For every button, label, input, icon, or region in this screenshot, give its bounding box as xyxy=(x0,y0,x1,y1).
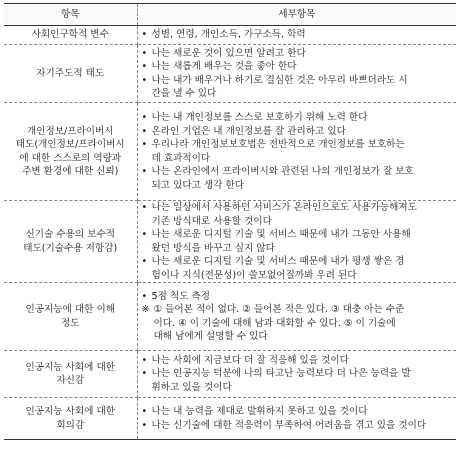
category-line: 인공지능 사회에 대한 xyxy=(25,406,115,417)
category-line: 에 대한 스스로의 역량과 xyxy=(19,152,122,164)
detail-line: 되고 있다고 생각 한다 xyxy=(151,179,245,191)
bullet-icon: • xyxy=(141,406,148,417)
detail-item xyxy=(142,405,454,419)
table-row xyxy=(4,351,456,398)
note-line: ① 들어본 적이 없다. ② 들어본 적은 있다. ③ 대충 아는 수준 xyxy=(153,304,405,315)
row-detail xyxy=(137,45,456,103)
category-line: 회의감 xyxy=(56,419,85,431)
detail-line: 나는 새로운 것이 있으면 알려고 한다 xyxy=(151,47,306,59)
category-line: 태도(개인정보/프라이버시 xyxy=(15,139,125,150)
category-line: 신기술 수용의 보수적 xyxy=(25,229,115,240)
detail-item-text xyxy=(152,111,454,125)
row-detail xyxy=(137,283,456,351)
detail-line: 나는 새롭게 배우는 것을 좋아 한다 xyxy=(151,61,297,72)
bullet-icon: • xyxy=(141,29,148,41)
table-row xyxy=(4,398,456,440)
survey-items-table xyxy=(4,3,456,440)
row-detail xyxy=(137,351,456,398)
detail-item xyxy=(142,354,454,368)
detail-item xyxy=(142,228,454,255)
detail-line: 나는 내 능력을 제대로 발휘하지 못하고 있을 것이다 xyxy=(151,406,368,417)
row-category xyxy=(4,201,137,283)
detail-line: 나는 신기술에 대한 적응력이 부족하여 어려움을 겪고 있을 것이다 xyxy=(151,419,427,431)
detail-item-text xyxy=(152,165,454,192)
detail-item xyxy=(142,138,454,165)
bullet-icon: • xyxy=(141,139,148,150)
table-row xyxy=(4,26,456,45)
category-line: 사회인구학적 변수 xyxy=(31,29,109,41)
detail-line: 왔던 방식을 바꾸고 싶지 않다 xyxy=(151,242,275,254)
detail-line: 간을 낼 수 있다 xyxy=(151,88,217,99)
row-detail xyxy=(137,103,456,201)
bullet-icon: • xyxy=(141,74,148,86)
detail-line: 나는 온라인에서 프라이버시와 관련된 나의 개인정보가 잘 보호 xyxy=(151,166,414,177)
detail-line: 나는 새로운 디지털 기술 및 서비스 때문에 내가 그동안 사용해 xyxy=(151,229,411,240)
bullet-icon: • xyxy=(141,368,148,380)
survey-items-table-container xyxy=(4,3,456,440)
detail-line: 성별, 연령, 개인소득, 가구소득, 학력 xyxy=(151,29,306,41)
row-category xyxy=(4,103,137,201)
detail-item xyxy=(142,367,454,394)
detail-item xyxy=(142,28,454,42)
detail-item xyxy=(142,165,454,192)
row-detail xyxy=(137,26,456,45)
detail-item-text xyxy=(152,290,454,304)
detail-item xyxy=(142,47,454,61)
detail-line: 우리나라 개인정보보호법은 전반적으로 개인정보를 보호하는 xyxy=(151,139,405,150)
detail-item-text xyxy=(152,419,454,433)
table-row xyxy=(4,45,456,103)
bullet-icon: • xyxy=(141,419,148,431)
detail-item-text xyxy=(152,125,454,139)
header-category: 항목 xyxy=(4,4,137,26)
detail-item-text xyxy=(152,354,454,368)
detail-line: 5점 척도 측정 xyxy=(151,290,211,302)
detail-item xyxy=(142,60,454,74)
category-line: 태도(기술수용 저항감) xyxy=(23,242,118,254)
detail-item xyxy=(142,111,454,125)
detail-item-text xyxy=(152,405,454,419)
bullet-icon: • xyxy=(141,47,148,59)
bullet-icon: • xyxy=(141,354,148,366)
detail-item-text xyxy=(152,60,454,74)
bullet-icon: • xyxy=(141,229,148,240)
detail-item xyxy=(142,125,454,139)
table-row xyxy=(4,283,456,351)
table-header-row xyxy=(4,4,456,26)
note-line: 이다. ④ 이 기술에 대해 남과 대화할 수 있다. ⑤ 이 기술에 xyxy=(153,317,396,329)
row-category xyxy=(4,351,137,398)
detail-line: 휘하고 있을 것이다 xyxy=(151,381,232,393)
detail-line: 나는 새로운 디지털 기술 및 서비스 때문에 내가 평생 쌓은 경 xyxy=(151,256,405,267)
category-line: 인공지능에 대한 이해 xyxy=(25,304,115,315)
header-detail: 세부항목 xyxy=(137,4,456,26)
category-line: 주변 환경에 대한 신뢰) xyxy=(22,166,119,177)
row-detail xyxy=(137,398,456,440)
bullet-icon: • xyxy=(141,166,148,177)
detail-item xyxy=(142,419,454,433)
detail-item-text xyxy=(152,228,454,255)
bullet-icon: • xyxy=(141,290,148,302)
detail-item-text xyxy=(152,47,454,61)
category-line: 자신감 xyxy=(56,375,85,386)
detail-line: 나는 내가 배우거나 하기로 결심한 것은 아무리 바쁘더라도 시 xyxy=(151,74,408,86)
table-row xyxy=(4,201,456,283)
scale-note-text xyxy=(154,303,454,344)
row-category xyxy=(4,26,137,45)
reference-mark-icon: ※ xyxy=(141,304,150,315)
category-line: 자기주도적 태도 xyxy=(36,67,105,79)
table-body xyxy=(4,26,456,440)
detail-item xyxy=(142,74,454,101)
detail-line: 험이나 지식(전문성)이 쓸모없어질까봐 우려 된다 xyxy=(151,269,357,281)
detail-item xyxy=(142,255,454,282)
detail-line: 기존 방식대로 사용할 것이다 xyxy=(151,215,272,227)
detail-item-text xyxy=(152,367,454,394)
scale-note xyxy=(142,303,454,344)
detail-item-text xyxy=(152,28,454,42)
detail-line: 나는 인공지능 덕분에 나의 타고난 능력보다 더 나은 능력을 발 xyxy=(151,368,411,380)
detail-item xyxy=(142,201,454,228)
bullet-icon: • xyxy=(141,125,148,137)
category-line: 개인정보/프라이버시 xyxy=(26,125,114,137)
table-row xyxy=(4,103,456,201)
bullet-icon: • xyxy=(141,256,148,267)
note-line: 대해 남에게 설명할 수 있다 xyxy=(153,331,268,342)
category-line: 정도 xyxy=(60,317,80,329)
row-detail xyxy=(137,201,456,283)
row-category xyxy=(4,398,137,440)
bullet-icon: • xyxy=(141,202,148,213)
row-category xyxy=(4,283,137,351)
detail-line: 나는 사회에 지금보다 더 잘 적응해 있을 것이다 xyxy=(151,354,349,366)
detail-item-text xyxy=(152,74,454,101)
detail-line: 데 효과적이다 xyxy=(151,152,211,164)
row-category xyxy=(4,45,137,103)
detail-line: 온라인 기업은 내 개인정보를 잘 관리하고 있다 xyxy=(151,125,346,137)
detail-line: 나는 내 개인정보를 스스로 보호하기 위해 노력 한다 xyxy=(151,112,368,123)
detail-line: 나는 일상에서 사용하던 서비스가 온라인으로도 사용가능해져도 xyxy=(151,202,417,213)
bullet-icon: • xyxy=(141,61,148,72)
category-line: 인공지능 사회에 대한 xyxy=(25,361,115,373)
bullet-icon: • xyxy=(141,112,148,123)
detail-item xyxy=(142,290,454,304)
detail-item-text xyxy=(152,138,454,165)
detail-item-text xyxy=(152,201,454,228)
detail-item-text xyxy=(152,255,454,282)
